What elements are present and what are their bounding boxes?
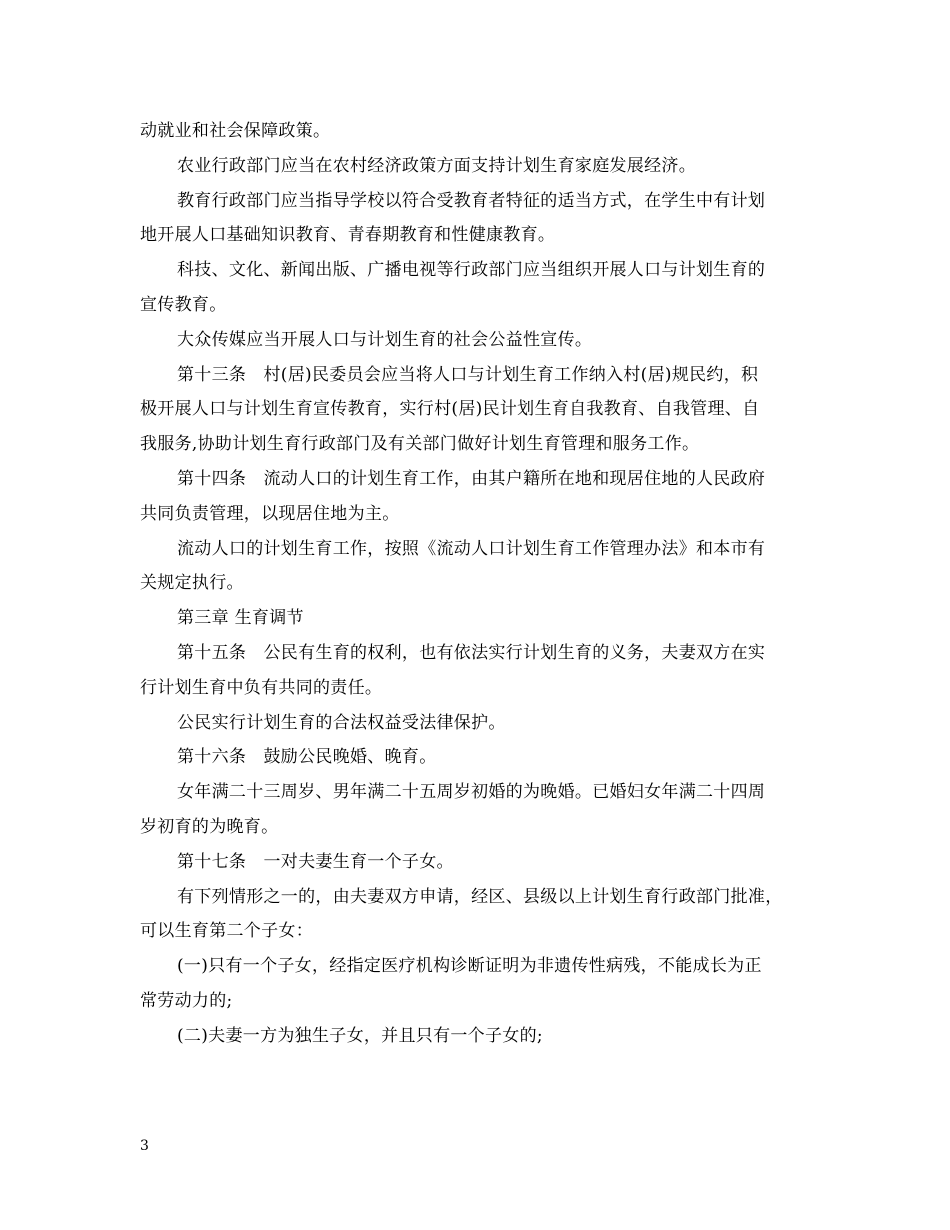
paragraph bbox=[140, 775, 830, 845]
paragraph-line: 第十七条 一对夫妻生育一个子女。 bbox=[177, 851, 454, 872]
paragraph-line: 行计划生育中负有共同的责任。 bbox=[140, 677, 383, 698]
paragraph-line: 有下列情形之一的，由夫妻双方申请，经区、县级以上计划生育行政部门批准， bbox=[177, 886, 783, 907]
paragraph-line: 动就业和社会保障政策。 bbox=[140, 121, 331, 141]
paragraph-line: 地开展人口基础知识教育、青春期教育和性健康教育。 bbox=[140, 225, 556, 246]
paragraph-line: 农业行政部门应当在农村经济政策方面支持计划生育家庭发展经济。 bbox=[177, 155, 696, 176]
document-body bbox=[140, 114, 830, 1054]
paragraph-line: 第三章 生育调节 bbox=[177, 608, 304, 629]
paragraph-line: 女年满二十三周岁、男年满二十五周岁初婚的为晚婚。已婚妇女年满二十四周 bbox=[177, 782, 766, 803]
paragraph bbox=[140, 880, 830, 950]
paragraph-line: (一)只有一个子女，经指定医疗机构诊断证明为非遗传性病残，不能成长为正 bbox=[177, 956, 762, 977]
paragraph-line: 第十五条 公民有生育的权利，也有依法实行计划生育的义务，夫妻双方在实 bbox=[177, 642, 766, 663]
paragraph-line: (二)夫妻一方为独生子女，并且只有一个子女的; bbox=[177, 1025, 543, 1046]
paragraph-line: 第十三条 村(居)民委员会应当将人口与计划生育工作纳入村(居)规民约，积 bbox=[177, 364, 759, 385]
paragraph bbox=[140, 601, 830, 636]
paragraph-line: 科技、文化、新闻出版、广播电视等行政部门应当组织开展人口与计划生育的 bbox=[177, 260, 766, 281]
paragraph-line: 第十四条 流动人口的计划生育工作，由其户籍所在地和现居住地的人民政府 bbox=[177, 468, 766, 489]
paragraph-line: 教育行政部门应当指导学校以符合受教育者特征的适当方式，在学生中有计划 bbox=[177, 190, 766, 211]
paragraph-line: 宣传教育。 bbox=[140, 294, 227, 315]
paragraph-line: 岁初育的为晚育。 bbox=[140, 816, 279, 837]
paragraph bbox=[140, 358, 830, 462]
paragraph bbox=[140, 706, 830, 741]
paragraph bbox=[140, 114, 830, 149]
paragraph bbox=[140, 949, 830, 1019]
paragraph-line: 流动人口的计划生育工作，按照《流动人口计划生育工作管理办法》和本市有 bbox=[177, 538, 766, 559]
paragraph bbox=[140, 532, 830, 602]
page-number: 3 bbox=[140, 1138, 149, 1154]
paragraph-line: 常劳动力的; bbox=[140, 990, 233, 1011]
paragraph bbox=[140, 1019, 830, 1054]
paragraph bbox=[140, 636, 830, 706]
paragraph-line: 我服务,协助计划生育行政部门及有关部门做好计划生育管理和服务工作。 bbox=[140, 434, 700, 455]
paragraph bbox=[140, 149, 830, 184]
paragraph-line: 关规定执行。 bbox=[140, 573, 244, 594]
paragraph bbox=[140, 253, 830, 323]
paragraph-line: 极开展人口与计划生育宣传教育，实行村(居)民计划生育自我教育、自我管理、自 bbox=[140, 399, 760, 420]
paragraph bbox=[140, 740, 830, 775]
paragraph-line: 共同负责管理，以现居住地为主。 bbox=[140, 503, 400, 524]
paragraph bbox=[140, 462, 830, 532]
paragraph-line: 可以生育第二个子女： bbox=[140, 921, 313, 942]
paragraph bbox=[140, 184, 830, 254]
paragraph-line: 大众传媒应当开展人口与计划生育的社会公益性宣传。 bbox=[177, 329, 593, 350]
paragraph bbox=[140, 323, 830, 358]
paragraph-line: 第十六条 鼓励公民晚婚、晚育。 bbox=[177, 747, 437, 768]
paragraph-line: 公民实行计划生育的合法权益受法律保护。 bbox=[177, 712, 506, 733]
paragraph bbox=[140, 845, 830, 880]
